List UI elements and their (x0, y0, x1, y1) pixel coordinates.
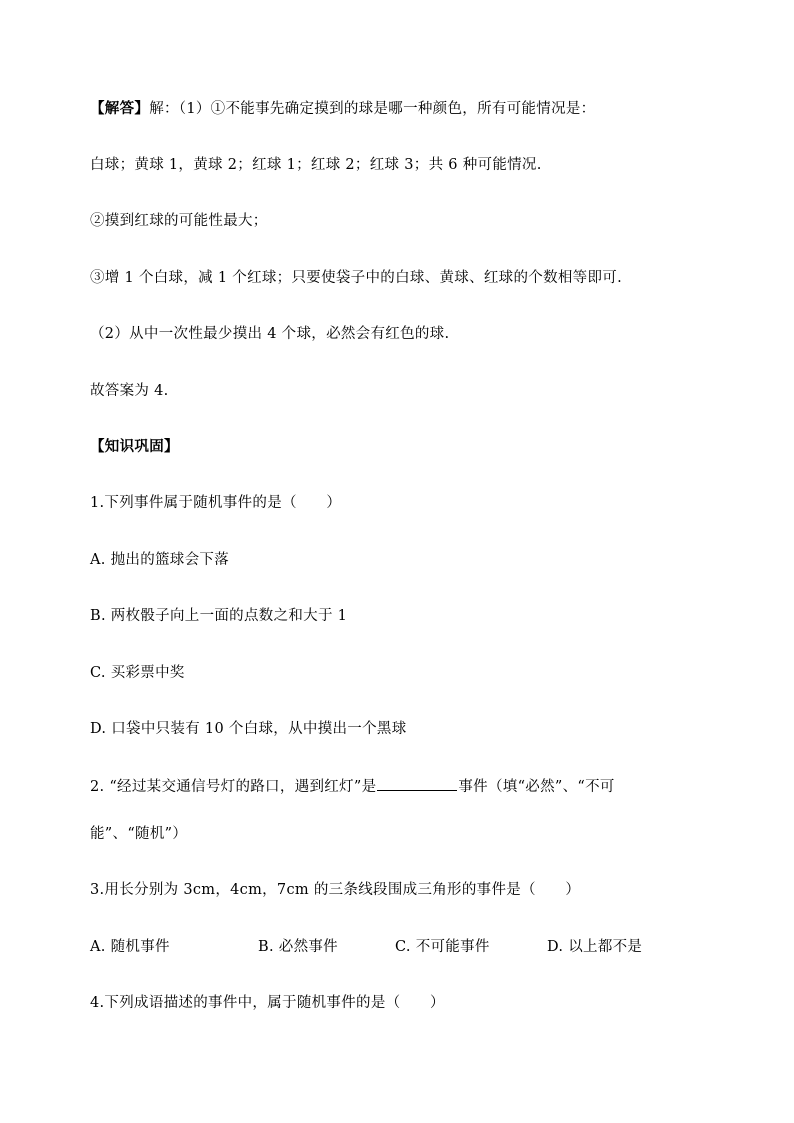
question-3-option-b: B. 必然事件 (258, 939, 338, 955)
question-3-option-a: A. 随机事件 (90, 939, 170, 955)
question-3-option-d: D. 以上都不是 (547, 939, 643, 955)
question-2-text-before: 2. “经过某交通信号灯的路口，遇到红灯”是 (90, 779, 377, 795)
question-2-text-after: 事件（填“必然”、“不可 (458, 779, 615, 795)
section-title: 【知识巩固】 (90, 438, 179, 455)
solution-line-2: 白球；黄球 1，黄球 2；红球 1；红球 2；红球 3；共 6 种可能情况. (90, 157, 542, 173)
solution-line-1 (90, 99, 595, 119)
solution-line-6: 故答案为 4. (90, 383, 169, 399)
answer-blank[interactable] (377, 776, 457, 791)
solution-line-3: ②摸到红球的可能性最大； (90, 213, 268, 229)
question-2-stem-line-2: 能”、“随机”） (90, 826, 188, 842)
question-1-option-a: A. 抛出的篮球会下落 (90, 552, 229, 568)
solution-line-4: ③增 1 个白球，减 1 个红球；只要使袋子中的白球、黄球、红球的个数相等即可. (90, 270, 622, 286)
question-3-options (90, 937, 642, 957)
question-4-stem: 4.下列成语描述的事件中，属于随机事件的是（ ） (90, 995, 445, 1011)
question-3-stem: 3.用长分别为 3cm，4cm，7cm 的三条线段围成三角形的事件是（ ） (90, 882, 581, 898)
question-1-option-b: B. 两枚骰子向上一面的点数之和大于 1 (90, 608, 348, 624)
solution-header: 【解答】 (90, 100, 150, 117)
question-3-option-c: C. 不可能事件 (395, 939, 490, 955)
question-1-stem: 1.下列事件属于随机事件的是（ ） (90, 495, 342, 511)
question-1-option-d: D. 口袋中只装有 10 个白球，从中摸出一个黑球 (90, 721, 407, 737)
solution-line-5: （2）从中一次性最少摸出 4 个球，必然会有红色的球. (90, 326, 450, 342)
question-2-stem (90, 776, 615, 797)
solution-text: 解：（1）①不能事先确定摸到的球是哪一种颜色，所有可能情况是： (149, 101, 596, 117)
question-1-option-c: C. 买彩票中奖 (90, 665, 185, 681)
